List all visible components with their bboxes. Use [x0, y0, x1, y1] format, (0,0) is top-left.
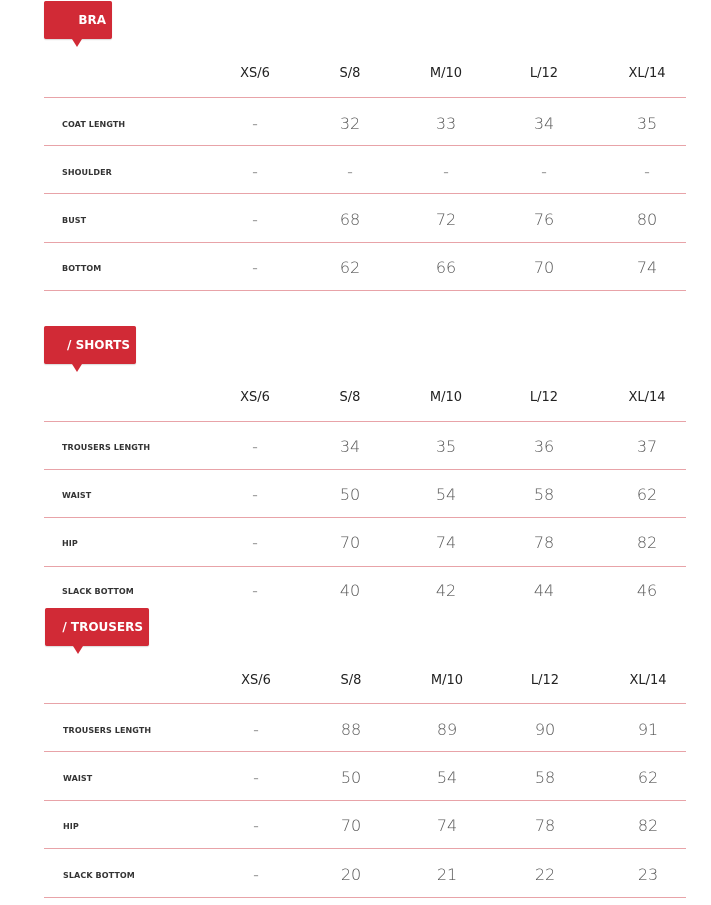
size-header: XS/6: [240, 66, 270, 81]
measurement-value: 70: [533, 258, 555, 277]
measurement-value: 35: [435, 437, 457, 456]
measurement-value: 70: [339, 533, 361, 552]
table-rule: [44, 469, 686, 470]
measurement-value: 22: [534, 865, 556, 884]
table-rule: [44, 848, 686, 849]
measurement-value: 58: [533, 485, 555, 504]
measurement-value: -: [253, 768, 259, 787]
size-header: S/8: [339, 66, 361, 81]
size-header: L/12: [529, 390, 559, 405]
measurement-value: 82: [637, 816, 659, 835]
measurement-value: -: [252, 258, 258, 277]
section-tag: / TROUSERS: [45, 608, 149, 646]
measurement-value: 34: [339, 437, 361, 456]
measurement-value: -: [541, 162, 547, 181]
measurement-value: -: [253, 816, 259, 835]
measurement-value: -: [252, 581, 258, 600]
measurement-value: 50: [339, 485, 361, 504]
table-rule: [44, 517, 686, 518]
measurement-value: -: [644, 162, 650, 181]
measurement-value: 42: [435, 581, 457, 600]
table-rule: [44, 566, 686, 567]
table-rule: [44, 800, 686, 801]
section-tag: / SHORTS: [44, 326, 136, 364]
measurement-value: 58: [534, 768, 556, 787]
table-rule: [44, 97, 686, 98]
measurement-value: -: [252, 485, 258, 504]
measurement-value: 76: [533, 210, 555, 229]
size-header: S/8: [339, 390, 361, 405]
size-header: L/12: [529, 66, 559, 81]
measurement-value: -: [252, 114, 258, 133]
size-header: XL/14: [628, 66, 666, 81]
measurement-value: 54: [435, 485, 457, 504]
measurement-value: 37: [636, 437, 658, 456]
measurement-value: 44: [533, 581, 555, 600]
row-label: COAT LENGTH: [62, 120, 126, 129]
row-label: HIP: [63, 822, 79, 831]
measurement-value: -: [252, 210, 258, 229]
measurement-value: 32: [339, 114, 361, 133]
measurement-value: -: [252, 162, 258, 181]
size-header: XS/6: [240, 390, 270, 405]
size-header: S/8: [340, 673, 362, 688]
measurement-value: 20: [340, 865, 362, 884]
row-label: WAIST: [62, 491, 92, 500]
row-label: WAIST: [63, 774, 93, 783]
row-label: HIP: [62, 539, 78, 548]
measurement-value: 72: [435, 210, 457, 229]
table-rule: [44, 421, 686, 422]
measurement-value: 74: [435, 533, 457, 552]
size-header: L/12: [530, 673, 560, 688]
measurement-value: 21: [436, 865, 458, 884]
measurement-value: 62: [636, 485, 658, 504]
measurement-value: 34: [533, 114, 555, 133]
table-rule: [44, 703, 686, 704]
measurement-value: 88: [340, 720, 362, 739]
size-header: XL/14: [628, 390, 666, 405]
measurement-value: 36: [533, 437, 555, 456]
measurement-value: 33: [435, 114, 457, 133]
measurement-value: -: [253, 720, 259, 739]
measurement-value: 74: [636, 258, 658, 277]
table-rule: [44, 751, 686, 752]
measurement-value: 62: [339, 258, 361, 277]
measurement-value: -: [347, 162, 353, 181]
measurement-value: 91: [637, 720, 659, 739]
table-rule: [44, 290, 686, 291]
measurement-value: 46: [636, 581, 658, 600]
table-rule: [44, 242, 686, 243]
measurement-value: 62: [637, 768, 659, 787]
row-label: SHOULDER: [62, 168, 112, 177]
row-label: TROUSERS LENGTH: [62, 443, 151, 452]
size-header: M/10: [429, 390, 463, 405]
measurement-value: 80: [636, 210, 658, 229]
table-rule: [44, 897, 686, 898]
measurement-value: -: [252, 533, 258, 552]
size-header: XL/14: [629, 673, 667, 688]
row-label: BUST: [62, 216, 87, 225]
row-label: SLACK BOTTOM: [62, 587, 134, 596]
measurement-value: 54: [436, 768, 458, 787]
measurement-value: 82: [636, 533, 658, 552]
measurement-value: 89: [436, 720, 458, 739]
size-header: M/10: [430, 673, 464, 688]
measurement-value: 35: [636, 114, 658, 133]
size-header: M/10: [429, 66, 463, 81]
measurement-value: -: [253, 865, 259, 884]
measurement-value: 66: [435, 258, 457, 277]
size-header: XS/6: [241, 673, 271, 688]
row-label: SLACK BOTTOM: [63, 871, 135, 880]
row-label: BOTTOM: [62, 264, 102, 273]
measurement-value: -: [443, 162, 449, 181]
section-tag: BRA: [44, 1, 112, 39]
measurement-value: 50: [340, 768, 362, 787]
table-rule: [44, 145, 686, 146]
measurement-value: 78: [534, 816, 556, 835]
measurement-value: 74: [436, 816, 458, 835]
row-label: TROUSERS LENGTH: [63, 726, 152, 735]
measurement-value: 23: [637, 865, 659, 884]
measurement-value: 40: [339, 581, 361, 600]
measurement-value: 90: [534, 720, 556, 739]
measurement-value: -: [252, 437, 258, 456]
measurement-value: 78: [533, 533, 555, 552]
measurement-value: 70: [340, 816, 362, 835]
measurement-value: 68: [339, 210, 361, 229]
table-rule: [44, 193, 686, 194]
